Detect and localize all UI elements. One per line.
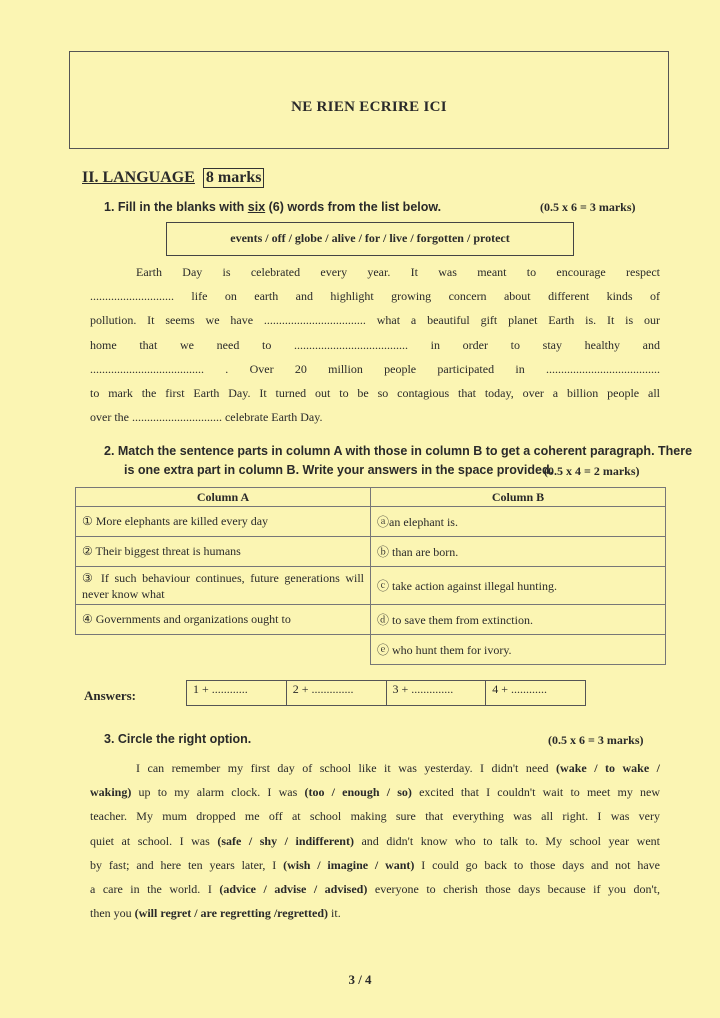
answer-slot-3[interactable]: 3 + .............. — [387, 681, 487, 705]
column-b-cell: ⓔ who hunt them for ivory. — [371, 635, 666, 665]
q1-line: over the .............................. celebrate Earth Day. — [90, 410, 323, 425]
q3-text: it. — [328, 906, 341, 921]
column-b-header: Column B — [371, 488, 666, 507]
q1-word-list: events / off / globe / alive / for / live / forgotten / protect — [166, 222, 574, 256]
page-number: 3 / 4 — [348, 972, 372, 987]
column-b-cell: ⓐan elephant is. — [371, 507, 666, 537]
q3-text: excited that I couldn't wait to meet my new — [411, 785, 660, 800]
q3-line — [90, 901, 660, 925]
column-a-cell: ④ Governments and organizations ought to — [76, 605, 371, 635]
q3-text: by fast; and here ten years later, I — [90, 857, 284, 872]
matching-table — [75, 487, 666, 665]
q3-text: a care in the world. I — [90, 881, 220, 896]
header-box — [69, 51, 669, 149]
column-a-cell: ① More elephants are killed every day — [76, 507, 371, 537]
table-row — [76, 537, 666, 567]
empty-cell — [76, 635, 371, 665]
answers-label: Answers: — [84, 688, 136, 703]
table-row — [76, 507, 666, 537]
q3-line — [90, 853, 660, 877]
q3-text: and didn't know who to talk to. My school year went — [353, 833, 660, 848]
q3-text: then you — [90, 906, 135, 921]
q1-title: 1. Fill in the blanks with six (6) words from the list below. — [104, 200, 442, 214]
answer-slot-2[interactable]: 2 + .............. — [287, 681, 387, 705]
section-marks: 8 marks — [203, 168, 265, 188]
q1-paragraph — [90, 260, 660, 429]
table-row — [76, 635, 666, 665]
table-row — [76, 605, 666, 635]
column-a-cell: ② Their biggest threat is humans — [76, 537, 371, 567]
q1-marks: (0.5 x 6 = 3 marks) — [540, 200, 636, 214]
q2-title-line1: 2. Match the sentence parts in column A with those in column B to get a coherent paragraph. There — [104, 444, 693, 458]
header-title: NE RIEN ECRIRE ICI — [291, 99, 447, 115]
option-group-1[interactable]: (wake / to wake / — [556, 761, 661, 775]
option-group-4[interactable]: (wish / imagine / want) — [283, 857, 415, 872]
column-b-cell: ⓓ to save them from extinction. — [371, 605, 666, 635]
section-heading: II. LANGUAGE — [82, 169, 195, 186]
q3-line — [90, 829, 660, 853]
column-b-cell: ⓑ than are born. — [371, 537, 666, 567]
q3-line — [90, 756, 660, 780]
q3-marks: (0.5 x 6 = 3 marks) — [548, 733, 644, 747]
q2-marks: (0.5 x 4 = 2 marks) — [544, 464, 640, 478]
q1-line: to mark the first Earth Day. It turned out to be so contagious that today, over a billion people all — [90, 385, 660, 400]
column-b-cell: ⓒ take action against illegal hunting. — [371, 567, 666, 605]
option-group-1-cont[interactable]: waking) — [90, 785, 132, 800]
q1-line: ............................ life on earth and highlight growing concern about different kinds of — [90, 289, 660, 304]
table-row — [76, 567, 666, 605]
q3-title: 3. Circle the right option. — [104, 732, 252, 746]
option-group-3[interactable]: (safe / shy / indifferent) — [217, 833, 354, 848]
section-title — [82, 168, 264, 188]
q1-line: home that we need to ...................................... in order to stay healthy and — [90, 337, 660, 352]
q3-line — [90, 877, 660, 901]
q3-text: everyone to cherish those days because if you don't, — [367, 881, 660, 896]
q3-text: quiet at school. I was — [90, 833, 218, 848]
q3-text: I could go back to those days and not have — [414, 857, 660, 872]
answer-slot-4[interactable]: 4 + ............ — [492, 682, 548, 696]
option-group-6[interactable]: (will regret / are regretting /regretted) — [134, 906, 329, 921]
answer-slot-1[interactable]: 1 + ............ — [187, 681, 287, 705]
answers-box — [186, 680, 586, 706]
q3-text: up to my alarm clock. I was — [131, 785, 305, 800]
column-a-cell: ③ If such behaviour continues, future generations will never know what — [76, 567, 371, 605]
option-group-2[interactable]: (too / enough / so) — [304, 785, 412, 800]
table-header-row — [76, 488, 666, 507]
q1-line: ...................................... . Over 20 million people participated in ...................................... — [90, 361, 660, 376]
option-group-5[interactable]: (advice / advise / advised) — [219, 881, 368, 896]
q2-title-line2: is one extra part in column B. Write your answers in the space provided. — [124, 463, 554, 477]
column-a-header: Column A — [76, 488, 371, 507]
q1-line: Earth Day is celebrated every year. It was meant to encourage respect — [136, 265, 660, 279]
q3-line — [90, 780, 660, 804]
q3-line: teacher. My mum dropped me off at school making sure that everything was all right. I was very — [90, 809, 660, 824]
q1-line: pollution. It seems we have .................................. what a beautiful gift planet Earth is. It is our — [90, 313, 660, 328]
q3-text: I can remember my first day of school like it was yesterday. I didn't need — [136, 761, 557, 775]
q3-paragraph — [90, 756, 660, 925]
